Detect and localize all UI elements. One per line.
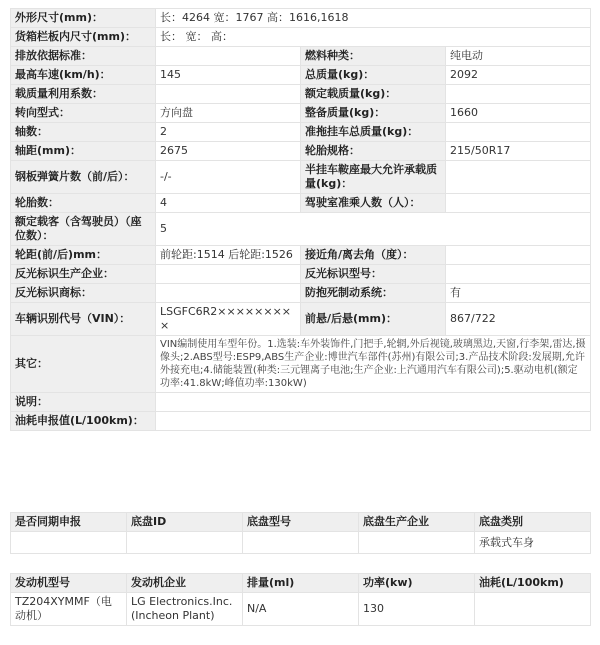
- spec-label: 燃料种类：: [301, 47, 446, 66]
- spec-label: 反光标识型号：: [301, 265, 446, 284]
- spec-value: 纯电动: [446, 47, 591, 66]
- engine-cell: N/A: [243, 593, 359, 626]
- engine-data-row: [11, 593, 591, 626]
- spec-value: 方向盘: [156, 104, 301, 123]
- spec-label: 前悬/后悬(mm)：: [301, 303, 446, 336]
- spec-label: 外形尺寸(mm)：: [11, 9, 156, 28]
- engine-cell: [475, 593, 591, 626]
- engine-cell: LG Electronics.Inc.(Incheon Plant): [127, 593, 243, 626]
- spec-value: [156, 47, 301, 66]
- spec-value: [446, 85, 591, 104]
- spec-label: 钢板弹簧片数（前/后）：: [11, 161, 156, 194]
- spec-value: LSGFC6R2×××××××××: [156, 303, 301, 336]
- chassis-header-row: [11, 513, 591, 532]
- spec-value: VIN编制使用车型年份。1.选装:车外装饰件,门把手,轮辋,外后视镜,玻璃黑边,天窗,行李架,雷达,摄像头;2.ABS型号:ESP9,ABS生产企业:博世汽车部件(苏州)有限公司;3.产品技术阶段:发展期,允许外接充电;4.储能装置(种类:三元锂离子电池;生产企业:上汽通用汽车有限公司);5.驱动电机(额定功率:41.8kW;峰值功率:130kW): [156, 336, 591, 393]
- engine-cell: 130: [359, 593, 475, 626]
- spec-row: [11, 66, 591, 85]
- chassis-cell: [127, 532, 243, 554]
- spec-label: 轮胎数：: [11, 194, 156, 213]
- spec-row: [11, 284, 591, 303]
- spec-label: 接近角/离去角（度）：: [301, 246, 446, 265]
- spec-value: 2092: [446, 66, 591, 85]
- spec-value: [156, 393, 591, 412]
- chassis-cell: [243, 532, 359, 554]
- spec-value: [446, 265, 591, 284]
- spec-row: [11, 412, 591, 431]
- spec-value: 长：4264 宽：1767 高：1616,1618: [156, 9, 591, 28]
- engine-header-cell: 发动机型号: [11, 574, 127, 593]
- spec-label: 油耗申报值(L/100km)：: [11, 412, 156, 431]
- chassis-header-cell: 底盘型号: [243, 513, 359, 532]
- spec-label: 总质量(kg)：: [301, 66, 446, 85]
- spec-row: [11, 85, 591, 104]
- engine-cell: TZ204XYMMF（电动机）: [11, 593, 127, 626]
- spec-row: [11, 265, 591, 284]
- spec-label: 整备质量(kg)：: [301, 104, 446, 123]
- engine-header-cell: 排量(ml): [243, 574, 359, 593]
- spec-label: 准拖挂车总质量(kg)：: [301, 123, 446, 142]
- spec-label: 货箱栏板内尺寸(mm)：: [11, 28, 156, 47]
- spec-value: [156, 265, 301, 284]
- spec-label: 轮胎规格：: [301, 142, 446, 161]
- spec-value: 长： 宽： 高：: [156, 28, 591, 47]
- spec-label: 说明：: [11, 393, 156, 412]
- spec-value: 145: [156, 66, 301, 85]
- engine-table: [10, 573, 591, 626]
- spec-value: 前轮距:1514 后轮距:1526: [156, 246, 301, 265]
- spec-value: 867/722: [446, 303, 591, 336]
- spec-value: 2: [156, 123, 301, 142]
- spec-value: 4: [156, 194, 301, 213]
- spec-label: 轴距(mm)：: [11, 142, 156, 161]
- spec-label: 防抱死制动系统：: [301, 284, 446, 303]
- spec-label: 反光标识商标：: [11, 284, 156, 303]
- spec-value: 215/50R17: [446, 142, 591, 161]
- spec-row: [11, 142, 591, 161]
- spec-value: [446, 194, 591, 213]
- spec-label: 半挂车鞍座最大允许承载质量(kg)：: [301, 161, 446, 194]
- spec-value: 1660: [446, 104, 591, 123]
- spec-row: [11, 28, 591, 47]
- vehicle-spec-table: [10, 8, 591, 431]
- spec-label: 轴数：: [11, 123, 156, 142]
- chassis-header-cell: 底盘ID: [127, 513, 243, 532]
- spec-label: 轮距(前/后)mm：: [11, 246, 156, 265]
- engine-header-cell: 发动机企业: [127, 574, 243, 593]
- spec-value: 5: [156, 213, 591, 246]
- chassis-cell: 承载式车身: [475, 532, 591, 554]
- spec-value: [446, 161, 591, 194]
- spec-row: [11, 336, 591, 393]
- spec-row: [11, 393, 591, 412]
- spec-value: [446, 246, 591, 265]
- spec-row: [11, 9, 591, 28]
- spec-row: [11, 213, 591, 246]
- chassis-cell: [359, 532, 475, 554]
- chassis-cell: [11, 532, 127, 554]
- spec-label: 额定载质量(kg)：: [301, 85, 446, 104]
- spec-value: [156, 284, 301, 303]
- spec-row: [11, 47, 591, 66]
- chassis-header-cell: 底盘生产企业: [359, 513, 475, 532]
- spec-value: 2675: [156, 142, 301, 161]
- spec-label: 其它：: [11, 336, 156, 393]
- spec-value: -/-: [156, 161, 301, 194]
- spec-row: [11, 303, 591, 336]
- spec-value: [446, 123, 591, 142]
- engine-header-cell: 油耗(L/100km): [475, 574, 591, 593]
- spec-value: [156, 412, 591, 431]
- spec-label: 最高车速(km/h)：: [11, 66, 156, 85]
- spec-row: [11, 194, 591, 213]
- spec-label: 额定载客（含驾驶员）（座位数）：: [11, 213, 156, 246]
- spec-row: [11, 246, 591, 265]
- chassis-header-cell: 底盘类别: [475, 513, 591, 532]
- spec-row: [11, 123, 591, 142]
- engine-header-cell: 功率(kw): [359, 574, 475, 593]
- spec-label: 驾驶室准乘人数（人）：: [301, 194, 446, 213]
- spec-label: 载质量利用系数：: [11, 85, 156, 104]
- engine-header-row: [11, 574, 591, 593]
- spec-value: 有: [446, 284, 591, 303]
- spec-label: 排放依据标准：: [11, 47, 156, 66]
- spec-value: [156, 85, 301, 104]
- chassis-data-row: [11, 532, 591, 554]
- spec-label: 车辆识别代号（VIN）：: [11, 303, 156, 336]
- chassis-table: [10, 512, 591, 554]
- spec-row: [11, 161, 591, 194]
- spec-row: [11, 104, 591, 123]
- chassis-header-cell: 是否同期申报: [11, 513, 127, 532]
- spec-label: 转向型式：: [11, 104, 156, 123]
- spec-label: 反光标识生产企业：: [11, 265, 156, 284]
